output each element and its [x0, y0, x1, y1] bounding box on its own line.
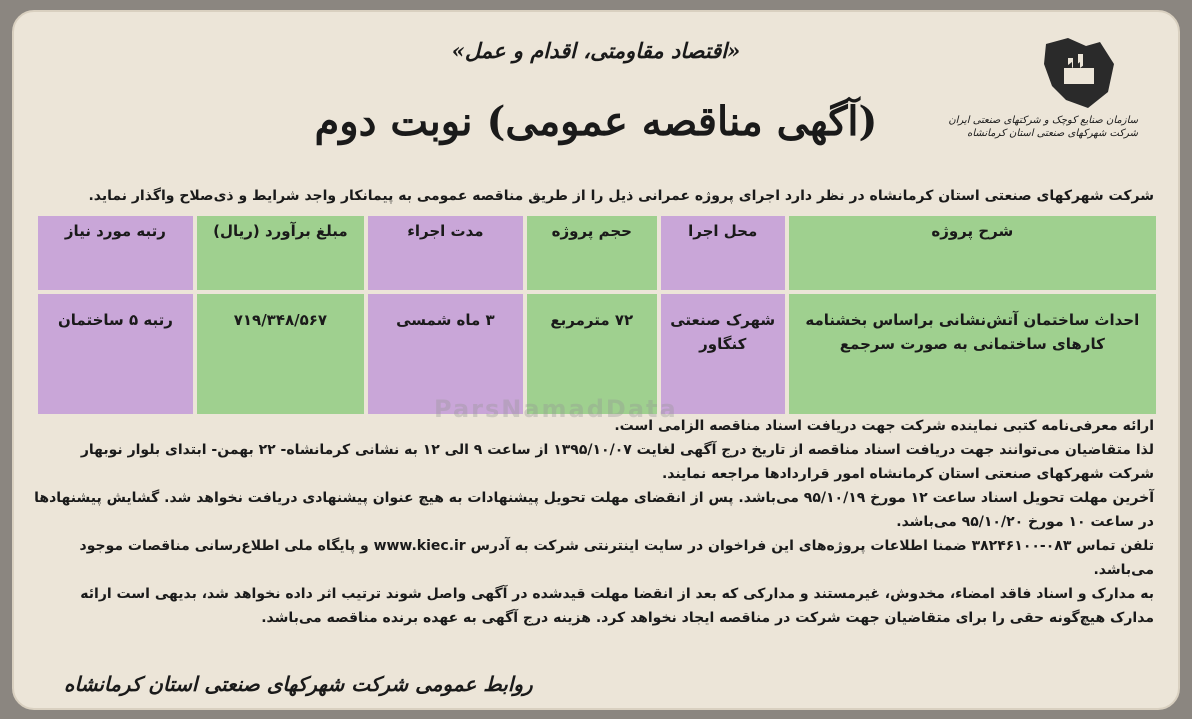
cell-duration: ۳ ماه شمسی	[368, 294, 523, 414]
header-duration: مدت اجراء	[368, 216, 523, 290]
notes	[34, 414, 1154, 630]
table-header-row	[38, 216, 1156, 290]
note-2: لذا متقاضیان می‌توانند جهت دریافت اسناد مناقصه از تاریخ درج آگهی لغایت ۱۳۹۵/۱۰/۰۷ از ساعت ۹ الی ۱۲ به نشانی کرمانشاه- ۲۲ بهمن- ابتدای بلوار نوبهار شرکت شهرکهای صنعتی استان کرمانشاه امور قراردادها مراجعه نمایند.	[80, 442, 1154, 482]
tender-table	[34, 212, 1160, 418]
header-location: محل اجرا	[661, 216, 785, 290]
header-required-grade: رتبه مورد نیاز	[38, 216, 193, 290]
note-1: ارائه معرفی‌نامه کتبی نماینده شرکت جهت دریافت اسناد مناقصه الزامی است.	[614, 418, 1154, 434]
slogan: «اقتصاد مقاومتی، اقدام و عمل»	[451, 38, 741, 63]
note-4: تلفن تماس ۰۸۳-۳۸۲۴۶۱۰۰ ضمنا اطلاعات پروژه‌های این فراخوان در سایت اینترنتی شرکت به آدرس www.kiec.ir و پایگاه ملی اطلاع‌رسانی مناقصات موجود می‌باشد.	[79, 538, 1154, 578]
header-project-description: شرح پروژه	[789, 216, 1156, 290]
newspaper-clipping	[12, 10, 1180, 710]
org-line-2: شرکت شهرکهای صنعتی استان کرمانشاه	[967, 128, 1138, 139]
page-title: (آگهی مناقصه عمومی) نوبت دوم	[314, 98, 878, 145]
org-line-1: سازمان صنایع کوچک و شرکتهای صنعتی ایران	[948, 115, 1138, 126]
cell-project-volume: ۷۲ مترمربع	[527, 294, 657, 414]
header-estimate: مبلغ برآورد (ریال)	[197, 216, 364, 290]
cell-project-description: احداث ساختمان آتش‌نشانی براساس بخشنامه کارهای ساختمانی به صورت سرجمع	[789, 294, 1156, 414]
cell-estimate: ۷۱۹/۳۴۸/۵۶۷	[197, 294, 364, 414]
cell-location: شهرک صنعتی کنگاور	[661, 294, 785, 414]
header-project-volume: حجم پروژه	[527, 216, 657, 290]
footer-signature: روابط عمومی شرکت شهرکهای صنعتی استان کرمانشاه	[64, 672, 533, 696]
cell-required-grade: رتبه ۵ ساختمان	[38, 294, 193, 414]
note-3: آخرین مهلت تحویل اسناد ساعت ۱۲ مورخ ۹۵/۱۰/۱۹ می‌باشد. پس از انقضای مهلت تحویل پیشنهادات به هیچ عنوان پیشنهادی دریافت نخواهد شد. گشایش پیشنهادها در ساعت ۱۰ مورخ ۹۵/۱۰/۲۰ می‌باشد.	[34, 490, 1154, 530]
note-5: به مدارک و اسناد فاقد امضاء، مخدوش، غیرمستند و مدارکی که بعد از انقضا مهلت قیدشده در آگهی واصل شوند ترتیب اثر داده نخواهد شد، بدیهی است ارائه مدارک هیچ‌گونه حقی را برای متقاضیان جهت شرکت در مناقصه ایجاد نخواهد کرد. هزینه درج آگهی به عهده برنده مناقصه می‌باشد.	[80, 586, 1154, 626]
watermark: ParsNamadData	[434, 395, 678, 423]
intro-text: شرکت شهرکهای صنعتی استان کرمانشاه در نظر دارد اجرای پروژه عمرانی ذیل را از طریق مناقصه عمومی به پیمانکار واجد شرایط و ذی‌صلاح واگذار نماید.	[88, 188, 1154, 204]
